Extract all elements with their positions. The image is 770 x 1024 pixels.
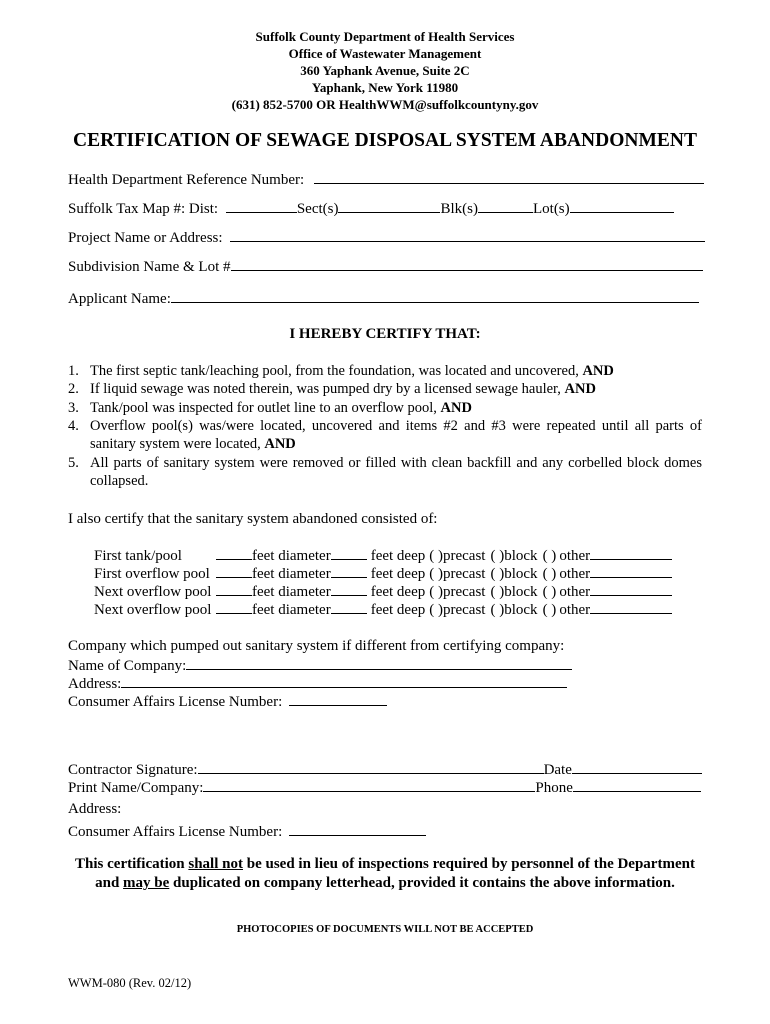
also-certify-text: I also certify that the sanitary system abandoned consisted of: <box>68 511 438 527</box>
phone-field[interactable] <box>573 778 701 792</box>
subdivision-label: Subdivision Name & Lot # <box>68 259 231 275</box>
header-line-2: Office of Wastewater Management <box>288 46 482 61</box>
list-item-number: 5. <box>68 455 79 471</box>
notice-text: and <box>95 875 124 891</box>
other-field[interactable] <box>590 582 672 596</box>
print-name-label: Print Name/Company: <box>68 780 204 796</box>
other-label: other <box>559 548 591 564</box>
system-row <box>94 564 672 583</box>
form-title: CERTIFICATION OF SEWAGE DISPOSAL SYSTEM ABANDONMENT <box>73 130 697 151</box>
notice-shall-not: shall not <box>188 856 243 872</box>
company-address-label: Address: <box>68 676 122 692</box>
contractor-license-label: Consumer Affairs License Number: <box>68 824 283 840</box>
list-item-and: AND <box>582 363 614 379</box>
block-checkbox[interactable]: ( ) <box>490 584 505 600</box>
precast-label: precast <box>443 548 486 564</box>
list-item-text: If liquid sewage was noted therein, was pumped dry by a licensed sewage hauler, <box>90 381 561 397</box>
subdivision-field[interactable] <box>231 257 703 271</box>
other-field[interactable] <box>590 564 672 578</box>
list-item-text: Overflow pool(s) was/were located, uncovered and items #2 and #3 were repeated until all parts of sanitary system were located, <box>90 418 702 452</box>
list-item-and: AND <box>440 400 472 416</box>
system-row <box>94 582 672 601</box>
diameter-label: feet diameter <box>252 548 331 564</box>
certify-heading: I HEREBY CERTIFY THAT: <box>289 326 481 342</box>
list-item-and: AND <box>264 436 296 452</box>
list-item-and: AND <box>564 381 596 397</box>
block-label: block <box>504 584 538 600</box>
lot-label: Lot(s) <box>532 201 570 217</box>
reference-number-row <box>68 170 704 189</box>
company-name-row <box>68 656 572 675</box>
other-checkbox[interactable]: ( ) <box>542 602 557 618</box>
company-intro: Company which pumped out sanitary system if different from certifying company: <box>68 638 565 654</box>
system-row-label: First overflow pool <box>94 566 210 582</box>
company-license-label: Consumer Affairs License Number: <box>68 694 283 710</box>
block-checkbox[interactable]: ( ) <box>490 566 505 582</box>
list-item-text: All parts of sanitary system were removed or filled with clean backfill and any corbelled block domes collapsed. <box>90 455 702 489</box>
list-item-number: 3. <box>68 400 79 416</box>
contractor-license-field[interactable] <box>289 822 426 836</box>
photocopies-notice: PHOTOCOPIES OF DOCUMENTS WILL NOT BE ACCEPTED <box>236 924 534 935</box>
company-license-field[interactable] <box>289 692 387 706</box>
diameter-field[interactable] <box>216 582 252 596</box>
company-name-field[interactable] <box>186 656 572 670</box>
list-item-number: 2. <box>68 381 79 397</box>
blk-field[interactable] <box>478 199 533 213</box>
precast-label: precast <box>443 602 486 618</box>
company-address-row <box>68 674 567 693</box>
header-line-4: Yaphank, New York 11980 <box>311 80 459 95</box>
block-label: block <box>504 548 538 564</box>
deep-field[interactable] <box>331 582 367 596</box>
precast-checkbox[interactable]: ( ) <box>429 566 443 582</box>
deep-field[interactable] <box>331 564 367 578</box>
system-row-label: Next overflow pool <box>94 602 212 618</box>
system-row-label: Next overflow pool <box>94 584 212 600</box>
project-row <box>68 228 705 247</box>
form-id: WWM-080 (Rev. 02/12) <box>68 976 192 990</box>
deep-label: feet deep <box>370 584 426 600</box>
subdivision-row <box>68 257 703 276</box>
notice-text: be used in lieu of inspections required by personnel of the Department <box>242 856 695 872</box>
phone-label: Phone <box>535 780 573 796</box>
dist-field[interactable] <box>226 199 297 213</box>
header-line-1: Suffolk County Department of Health Services <box>255 29 515 44</box>
notice-text: duplicated on company letterhead, provided it contains the above information. <box>169 875 675 891</box>
applicant-field[interactable] <box>171 289 699 303</box>
applicant-label: Applicant Name: <box>68 291 171 307</box>
block-checkbox[interactable]: ( ) <box>490 548 505 564</box>
company-address-field[interactable] <box>121 674 567 688</box>
print-name-field[interactable] <box>203 778 535 792</box>
contractor-signature-row <box>68 760 702 779</box>
contractor-license-row <box>68 822 426 841</box>
notice-may-be: may be <box>123 875 170 891</box>
blk-label: Blk(s) <box>440 201 478 217</box>
diameter-label: feet diameter <box>252 566 331 582</box>
contractor-signature-label: Contractor Signature: <box>68 762 198 778</box>
lot-field[interactable] <box>570 199 674 213</box>
list-item-text: Tank/pool was inspected for outlet line to an overflow pool, <box>90 400 437 416</box>
precast-checkbox[interactable]: ( ) <box>429 602 443 618</box>
date-label: Date <box>543 762 572 778</box>
other-field[interactable] <box>590 546 672 560</box>
other-checkbox[interactable]: ( ) <box>542 566 557 582</box>
other-label: other <box>559 584 591 600</box>
system-row-label: First tank/pool <box>94 548 182 564</box>
header-line-3: 360 Yaphank Avenue, Suite 2C <box>300 63 470 78</box>
diameter-field[interactable] <box>216 564 252 578</box>
precast-label: precast <box>443 584 486 600</box>
deep-label: feet deep <box>370 566 426 582</box>
deep-field[interactable] <box>331 600 367 614</box>
other-label: other <box>559 602 591 618</box>
sect-label: Sect(s) <box>296 201 339 217</box>
date-field[interactable] <box>572 760 702 774</box>
deep-field[interactable] <box>331 546 367 560</box>
list-item-number: 4. <box>68 418 79 434</box>
sect-field[interactable] <box>338 199 440 213</box>
project-label: Project Name or Address: <box>68 230 223 246</box>
diameter-field[interactable] <box>216 546 252 560</box>
notice-line-2 <box>0 875 770 892</box>
tax-map-row <box>68 199 674 218</box>
block-label: block <box>504 602 538 618</box>
other-field[interactable] <box>590 600 672 614</box>
block-checkbox[interactable]: ( ) <box>490 602 505 618</box>
system-row <box>94 600 672 619</box>
print-name-row <box>68 778 701 797</box>
other-checkbox[interactable]: ( ) <box>542 584 557 600</box>
reference-number-label: Health Department Reference Number: <box>68 172 305 188</box>
diameter-field[interactable] <box>216 600 252 614</box>
list-item-number: 1. <box>68 363 79 379</box>
applicant-row <box>68 289 699 308</box>
precast-label: precast <box>443 566 486 582</box>
contractor-signature-field[interactable] <box>198 760 544 774</box>
contractor-address-label: Address: <box>68 801 122 817</box>
other-label: other <box>559 566 591 582</box>
list-item-text: The first septic tank/leaching pool, from the foundation, was located and uncovered, <box>90 363 579 379</box>
reference-number-field[interactable] <box>314 170 704 184</box>
notice-line-1 <box>0 856 770 873</box>
diameter-label: feet diameter <box>252 584 331 600</box>
block-label: block <box>504 566 538 582</box>
company-name-label: Name of Company: <box>68 658 187 674</box>
diameter-label: feet diameter <box>252 602 331 618</box>
project-field[interactable] <box>230 228 705 242</box>
deep-label: feet deep <box>370 602 426 618</box>
system-row <box>94 546 672 565</box>
precast-checkbox[interactable]: ( ) <box>429 584 443 600</box>
precast-checkbox[interactable]: ( ) <box>429 548 443 564</box>
other-checkbox[interactable]: ( ) <box>542 548 557 564</box>
deep-label: feet deep <box>370 548 426 564</box>
tax-map-dist-label: Suffolk Tax Map #: Dist: <box>68 201 219 217</box>
header-line-5: (631) 852-5700 OR HealthWWM@suffolkcountyny.gov <box>231 97 539 112</box>
company-license-row <box>68 692 387 711</box>
notice-text: This certification <box>75 856 189 872</box>
